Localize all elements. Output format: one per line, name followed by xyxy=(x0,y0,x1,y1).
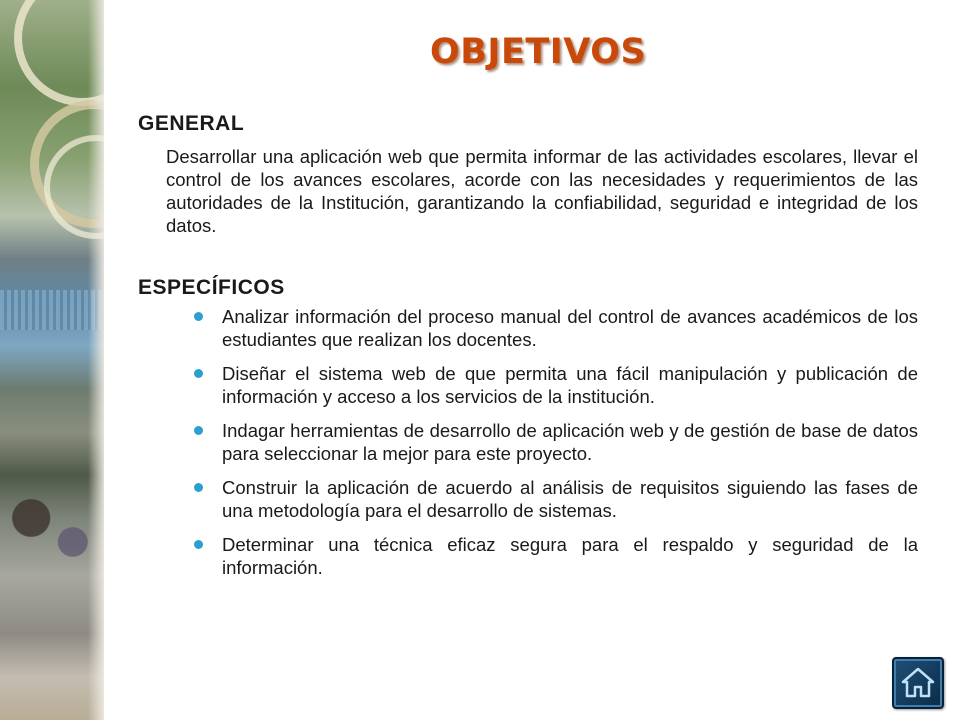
list-item xyxy=(222,362,918,408)
list-item-text: Indagar herramientas de desarrollo de aplicación web y de gestión de base de datos para seleccionar la mejor para este proyecto. xyxy=(222,420,918,464)
list-item-text: Determinar una técnica eficaz segura para el respaldo y seguridad de la información. xyxy=(222,534,918,578)
bullet-icon xyxy=(194,540,203,549)
list-item xyxy=(222,419,918,465)
bullet-icon xyxy=(194,369,203,378)
bullet-icon xyxy=(194,483,203,492)
home-button[interactable] xyxy=(892,657,944,709)
general-objective-text: Desarrollar una aplicación web que permita informar de las actividades escolares, llevar el control de los avances escolares, acorde con las necesidades y requerimientos de las autoridades de la Institución, garantizando la confiabilidad, seguridad e integridad de los datos. xyxy=(166,146,918,236)
bullet-icon xyxy=(194,426,203,435)
general-heading: GENERAL xyxy=(138,112,245,135)
list-item xyxy=(222,305,918,351)
list-item-text: Analizar información del proceso manual del control de avances académicos de los estudiantes que realizan los docentes. xyxy=(222,306,918,350)
decorative-photo-strip xyxy=(0,0,104,720)
bullet-icon xyxy=(194,312,203,321)
list-item xyxy=(222,476,918,522)
specific-heading: ESPECÍFICOS xyxy=(138,276,285,299)
list-item xyxy=(222,533,918,579)
list-item-text: Diseñar el sistema web de que permita una fácil manipulación y publicación de información y acceso a los servicios de la institución. xyxy=(222,363,918,407)
photo-fade-edge xyxy=(88,0,104,720)
list-item-text: Construir la aplicación de acuerdo al análisis de requisitos siguiendo las fases de una metodología para el desarrollo de sistemas. xyxy=(222,477,918,521)
home-icon xyxy=(900,665,936,701)
specific-objectives-list xyxy=(190,305,918,590)
slide-title: OBJETIVOS xyxy=(430,32,647,72)
